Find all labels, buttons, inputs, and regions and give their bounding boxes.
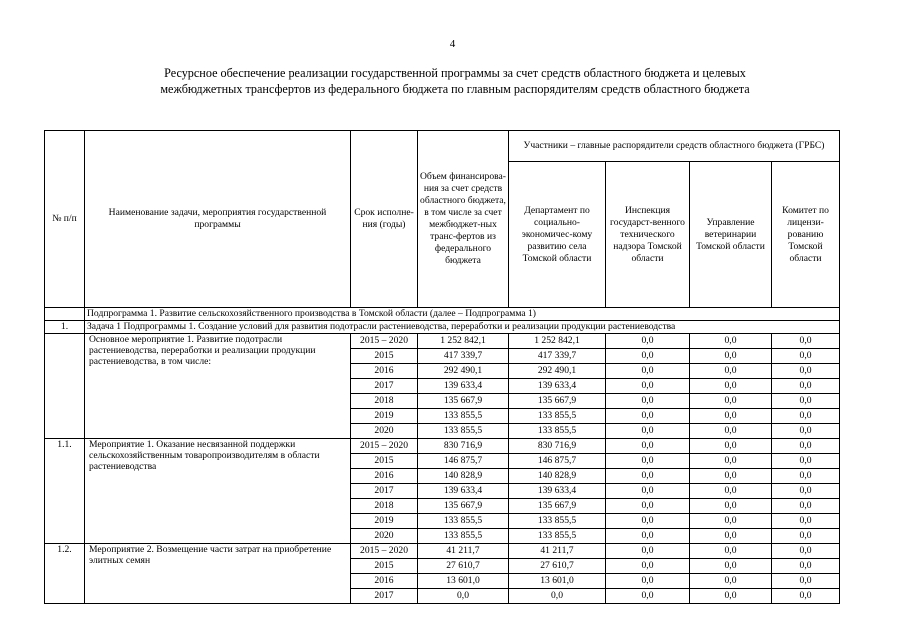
grbs-amount: 133 855,5: [509, 409, 606, 424]
grbs-amount: 0,0: [772, 574, 840, 589]
grbs-amount: 0,0: [606, 574, 690, 589]
grbs-amount: 0,0: [772, 499, 840, 514]
period: 2015: [351, 559, 418, 574]
grbs-amount: 0,0: [606, 589, 690, 604]
grbs-amount: 292 490,1: [509, 364, 606, 379]
total-amount: 13 601,0: [418, 574, 509, 589]
grbs-amount: 0,0: [606, 334, 690, 349]
row-number: [45, 334, 85, 439]
grbs-amount: 0,0: [606, 469, 690, 484]
grbs-amount: 0,0: [772, 559, 840, 574]
period: 2020: [351, 424, 418, 439]
grbs-amount: 0,0: [606, 439, 690, 454]
table-row: [45, 334, 840, 349]
grbs-amount: 0,0: [772, 454, 840, 469]
total-amount: 1 252 842,1: [418, 334, 509, 349]
grbs-amount: 0,0: [690, 364, 772, 379]
header-period: Срок исполне-ния (годы): [351, 131, 418, 308]
grbs-amount: 0,0: [772, 589, 840, 604]
grbs-amount: 0,0: [690, 349, 772, 364]
period: 2019: [351, 514, 418, 529]
task-title: Задача 1 Подпрограммы 1. Создание условий для развития подотрасли растениеводства, переработки и реализации продукции растениеводства: [85, 321, 840, 334]
grbs-amount: 0,0: [690, 559, 772, 574]
period: 2016: [351, 364, 418, 379]
grbs-amount: 0,0: [772, 484, 840, 499]
grbs-amount: 146 875,7: [509, 454, 606, 469]
grbs-amount: 0,0: [606, 454, 690, 469]
total-amount: 140 828,9: [418, 469, 509, 484]
grbs-amount: 0,0: [772, 379, 840, 394]
period: 2015: [351, 349, 418, 364]
grbs-amount: 41 211,7: [509, 544, 606, 559]
grbs-amount: 0,0: [690, 334, 772, 349]
page-number: 4: [449, 38, 456, 50]
total-amount: 139 633,4: [418, 484, 509, 499]
grbs-amount: 0,0: [772, 544, 840, 559]
grbs-amount: 0,0: [690, 409, 772, 424]
grbs-amount: 0,0: [772, 334, 840, 349]
period: 2015: [351, 454, 418, 469]
period: 2017: [351, 484, 418, 499]
header-name: Наименование задачи, мероприятия государственной программы: [85, 131, 351, 308]
grbs-amount: 0,0: [606, 484, 690, 499]
total-amount: 830 716,9: [418, 439, 509, 454]
grbs-amount: 0,0: [606, 514, 690, 529]
grbs-amount: 1 252 842,1: [509, 334, 606, 349]
period: 2016: [351, 574, 418, 589]
grbs-amount: 0,0: [690, 469, 772, 484]
row-number: 1.2.: [45, 544, 85, 604]
grbs-amount: 0,0: [606, 409, 690, 424]
grbs-amount: 0,0: [690, 379, 772, 394]
grbs-amount: 0,0: [772, 349, 840, 364]
total-amount: 146 875,7: [418, 454, 509, 469]
grbs-amount: 0,0: [772, 529, 840, 544]
header-grbs-2: Инспекция государст-венного технического надзора Томской области: [606, 162, 690, 308]
grbs-amount: 0,0: [606, 349, 690, 364]
grbs-amount: 0,0: [509, 589, 606, 604]
task-num: 1.: [45, 321, 85, 334]
total-amount: 417 339,7: [418, 349, 509, 364]
activity-name: Мероприятие 1. Оказание несвязанной поддержки сельскохозяйственным товаропроизводителям в области растениеводства: [85, 439, 351, 544]
grbs-amount: 0,0: [772, 424, 840, 439]
grbs-amount: 0,0: [690, 424, 772, 439]
grbs-amount: 27 610,7: [509, 559, 606, 574]
total-amount: 133 855,5: [418, 514, 509, 529]
grbs-amount: 135 667,9: [509, 394, 606, 409]
grbs-amount: 140 828,9: [509, 469, 606, 484]
header-participants: Участники – главные распорядители средств областного бюджета (ГРБС): [509, 131, 840, 162]
grbs-amount: 139 633,4: [509, 484, 606, 499]
grbs-amount: 0,0: [606, 559, 690, 574]
grbs-amount: 133 855,5: [509, 529, 606, 544]
total-amount: 292 490,1: [418, 364, 509, 379]
subprogram-title: Подпрограмма 1. Развитие сельскохозяйственного производства в Томской области (далее – Подпрограмма 1): [85, 308, 840, 321]
total-amount: 27 610,7: [418, 559, 509, 574]
total-amount: 133 855,5: [418, 424, 509, 439]
grbs-amount: 0,0: [772, 514, 840, 529]
grbs-amount: 0,0: [772, 469, 840, 484]
grbs-amount: 0,0: [606, 529, 690, 544]
total-amount: 133 855,5: [418, 529, 509, 544]
resource-table: [44, 130, 840, 604]
grbs-amount: 0,0: [606, 424, 690, 439]
period: 2018: [351, 394, 418, 409]
grbs-amount: 0,0: [690, 574, 772, 589]
grbs-amount: 0,0: [772, 394, 840, 409]
period: 2020: [351, 529, 418, 544]
grbs-amount: 0,0: [606, 499, 690, 514]
grbs-amount: 135 667,9: [509, 499, 606, 514]
period: 2015 – 2020: [351, 334, 418, 349]
period: 2015 – 2020: [351, 439, 418, 454]
grbs-amount: 139 633,4: [509, 379, 606, 394]
subprogram-num-cell: [45, 308, 85, 321]
grbs-amount: 13 601,0: [509, 574, 606, 589]
period: 2017: [351, 589, 418, 604]
period: 2015 – 2020: [351, 544, 418, 559]
table-row: [45, 439, 840, 454]
total-amount: 135 667,9: [418, 499, 509, 514]
grbs-amount: 0,0: [690, 589, 772, 604]
grbs-amount: 0,0: [772, 409, 840, 424]
period: 2018: [351, 499, 418, 514]
grbs-amount: 0,0: [690, 499, 772, 514]
grbs-amount: 0,0: [690, 544, 772, 559]
document-title: Ресурсное обеспечение реализации государственной программы за счет средств областного бюджета и целевых межбюджетных трансфертов из федерального бюджета по главным распорядителям средств областного бюджета: [160, 66, 750, 96]
period: 2019: [351, 409, 418, 424]
total-amount: 41 211,7: [418, 544, 509, 559]
grbs-amount: 0,0: [690, 439, 772, 454]
grbs-amount: 133 855,5: [509, 424, 606, 439]
header-volume: Объем финансирова-ния за счет средств областного бюджета, в том числе за счет межбюджет-ных транс-фертов из федерального бюджета: [418, 131, 509, 308]
grbs-amount: 0,0: [606, 544, 690, 559]
activity-name: Мероприятие 2. Возмещение части затрат на приобретение элитных семян: [85, 544, 351, 604]
grbs-amount: 133 855,5: [509, 514, 606, 529]
total-amount: 135 667,9: [418, 394, 509, 409]
header-grbs-3: Управление ветеринарии Томской области: [690, 162, 772, 308]
grbs-amount: 0,0: [690, 394, 772, 409]
header-grbs-4: Комитет по лицензи-рованию Томской области: [772, 162, 840, 308]
total-amount: 133 855,5: [418, 409, 509, 424]
total-amount: 139 633,4: [418, 379, 509, 394]
grbs-amount: 417 339,7: [509, 349, 606, 364]
grbs-amount: 0,0: [606, 364, 690, 379]
total-amount: 0,0: [418, 589, 509, 604]
activity-name: Основное мероприятие 1. Развитие подотрасли растениеводства, переработки и реализации продукции растениеводства, в том числе:: [85, 334, 351, 439]
grbs-amount: 0,0: [772, 364, 840, 379]
period: 2016: [351, 469, 418, 484]
grbs-amount: 0,0: [690, 454, 772, 469]
header-num: № п/п: [45, 131, 85, 308]
header-grbs-1: Департамент по социально-экономичес-кому развитию села Томской области: [509, 162, 606, 308]
grbs-amount: 0,0: [690, 529, 772, 544]
grbs-amount: 0,0: [606, 379, 690, 394]
grbs-amount: 0,0: [690, 514, 772, 529]
row-number: 1.1.: [45, 439, 85, 544]
grbs-amount: 830 716,9: [509, 439, 606, 454]
grbs-amount: 0,0: [606, 394, 690, 409]
grbs-amount: 0,0: [772, 439, 840, 454]
table-row: [45, 544, 840, 559]
period: 2017: [351, 379, 418, 394]
grbs-amount: 0,0: [690, 484, 772, 499]
